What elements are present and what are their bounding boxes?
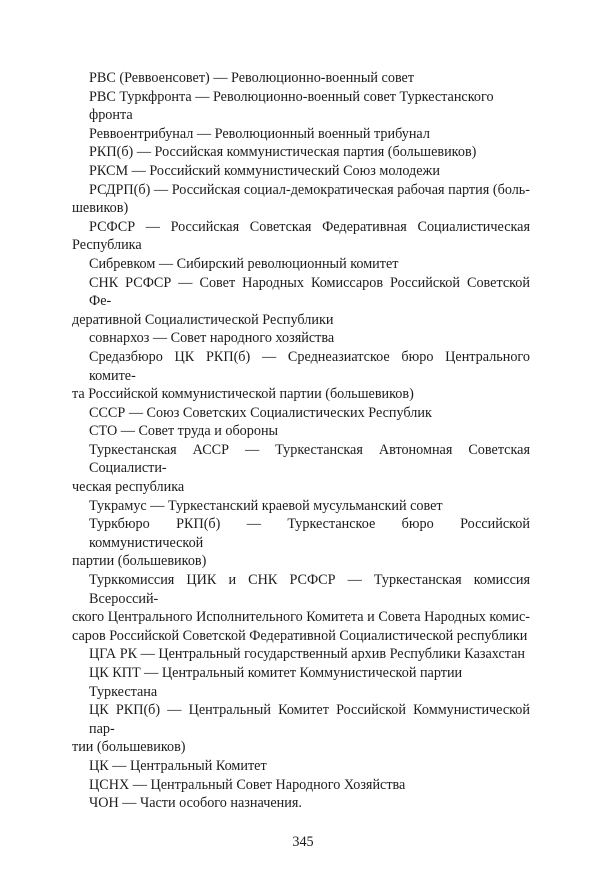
abbreviation-entry — [72, 181, 530, 218]
abbreviation-entry — [72, 88, 530, 125]
abbreviation-entry — [72, 348, 530, 404]
entry-line: РВС (Реввоенсовет) — Революционно-военный совет — [89, 70, 415, 86]
abbreviation-entry — [72, 645, 530, 664]
abbreviation-entry — [72, 69, 530, 88]
entry-line: РКСМ — Российский коммунистический Союз молодежи — [89, 162, 440, 179]
abbreviation-entry — [72, 255, 530, 274]
abbreviation-entry — [72, 329, 530, 348]
abbreviation-entry — [72, 701, 530, 757]
abbreviation-entry — [72, 404, 530, 423]
abbreviation-entry — [72, 757, 530, 776]
entry-line: ЦК РКП(б) — Центральный Комитет Российской Коммунистической пар- — [89, 702, 530, 737]
entry-line: Туркестанская АССР — Туркестанская Автономная Советская Социалисти- — [89, 441, 530, 477]
abbreviation-entry — [72, 497, 530, 516]
abbreviation-entry — [72, 794, 530, 813]
entry-line: РВС Туркфронта — Революционно-военный совет Туркестанского фронта — [89, 88, 494, 124]
entry-line: Туркбюро РКП(б) — Туркестанское бюро Российской коммунистической — [89, 516, 530, 551]
entry-line: ЦК — Центральный Комитет — [89, 757, 267, 774]
entry-line: Средазбюро ЦК РКП(б) — Среднеазиатское бюро Центрального комите- — [89, 348, 530, 384]
abbreviation-entry — [72, 776, 530, 795]
abbreviation-entry — [72, 162, 530, 181]
entry-line: совнархоз — Совет народного хозяйства — [89, 330, 335, 347]
entry-line: СНК РСФСР — Совет Народных Комиссаров Российской Советской Фе- — [89, 274, 530, 310]
entry-line: ЦГА РК — Центральный государственный архив Республики Казахстан — [89, 646, 526, 663]
abbreviation-entry — [72, 143, 530, 162]
abbreviation-entry — [72, 125, 530, 144]
entry-line: Сибревком — Сибирский революционный комитет — [89, 255, 399, 272]
entry-line: Реввоентрибунал — Революционный военный трибунал — [89, 125, 430, 142]
abbreviation-entry — [72, 441, 530, 497]
entry-line: РСДРП(б) — Российская социал-демократическая рабочая партия (боль- — [89, 181, 530, 198]
entry-line: тии (большевиков) — [72, 739, 186, 756]
entry-line: та Российской коммунистической партии (большевиков) — [72, 386, 414, 403]
entry-line: ЦСНХ — Центральный Совет Народного Хозяйства — [89, 776, 406, 793]
entry-line: Тукрамус — Туркестанский краевой мусульманский совет — [89, 497, 443, 514]
abbreviation-entry — [72, 274, 530, 330]
entry-line: Турккомиссия ЦИК и СНК РСФСР — Туркестанская комиссия Всероссий- — [89, 572, 530, 607]
entry-line: шевиков) — [72, 200, 129, 217]
entry-line: деративной Социалистической Республики — [72, 311, 334, 328]
entry-line: ЦК КПТ — Центральный комитет Коммунистической партии Туркестана — [89, 665, 463, 700]
entry-line: Республика — [72, 237, 142, 254]
entry-line: ского Центрального Исполнительного Комитета и Совета Народных комис- — [72, 609, 530, 626]
abbreviations-list — [72, 69, 530, 813]
entry-line: СТО — Совет труда и обороны — [89, 423, 279, 440]
entry-line: СССР — Союз Советских Социалистических Республик — [89, 404, 432, 421]
entry-line: ческая республика — [72, 479, 185, 496]
entry-line: ЧОН — Части особого назначения. — [89, 795, 302, 812]
page-number: 345 — [292, 834, 314, 850]
abbreviation-entry — [72, 515, 530, 571]
entry-line: РКП(б) — Российская коммунистическая партия (большевиков) — [89, 144, 477, 161]
abbreviation-entry — [72, 571, 530, 645]
entry-line: саров Российской Советской Федеративной Социалистической республики — [72, 627, 528, 644]
abbreviation-entry — [72, 218, 530, 255]
entry-line: РСФСР — Российская Советская Федеративная Социалистическая — [89, 218, 530, 235]
abbreviation-entry — [72, 422, 530, 441]
entry-line: партии (большевиков) — [72, 553, 207, 570]
abbreviation-entry — [72, 664, 530, 701]
